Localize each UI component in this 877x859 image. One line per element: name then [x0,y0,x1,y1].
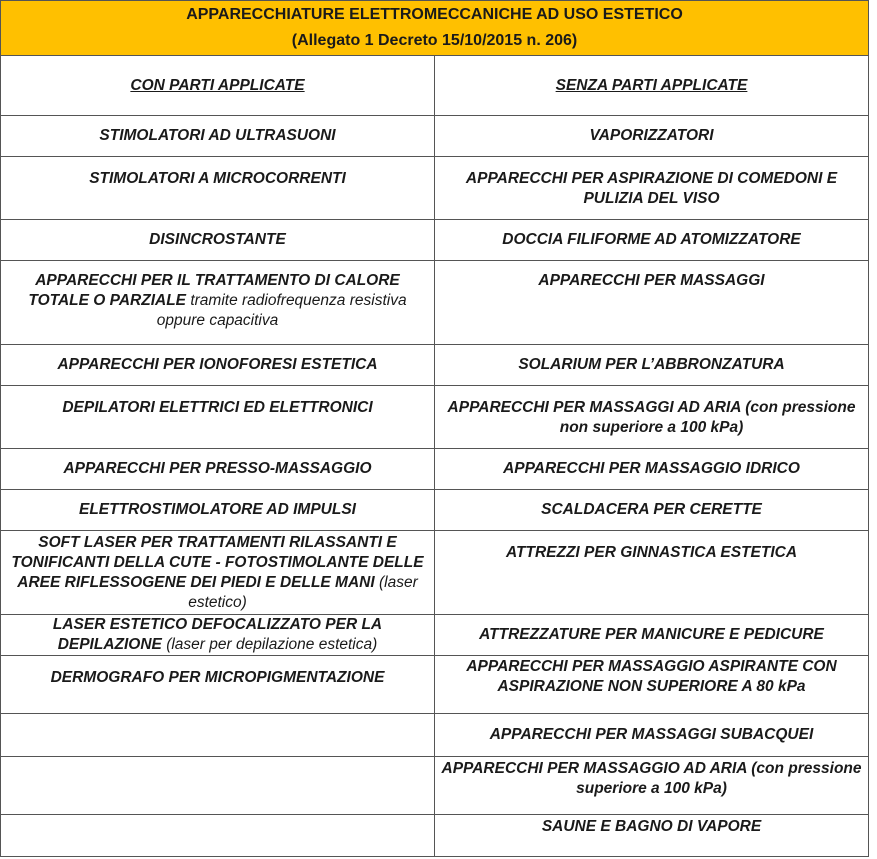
table-row [1,531,869,615]
table-row [1,386,869,449]
table-row [1,815,869,857]
cell-left: APPARECCHI PER PRESSO-MASSAGGIO [1,449,435,490]
cell-right: APPARECCHI PER MASSAGGIO ASPIRANTE CON ASPIRAZIONE NON SUPERIORE A 80 kPa [435,656,869,714]
table-row [1,157,869,220]
cell-right: APPARECCHI PER MASSAGGI [435,261,869,345]
cell-left: ELETTROSTIMOLATORE AD IMPULSI [1,490,435,531]
cell-left-main: APPARECCHI PER IL TRATTAMENTO DI CALORE TOTALE O PARZIALE [28,272,400,309]
cell-right [435,386,869,449]
cell-right: SOLARIUM PER L’ABBRONZATURA [435,345,869,386]
cell-right: SCALDACERA PER CERETTE [435,490,869,531]
column-header-right: SENZA PARTI APPLICATE [435,56,869,116]
cell-left [1,714,435,757]
column-header-left: CON PARTI APPLICATE [1,56,435,116]
table-row [1,656,869,714]
cell-right-note: (con pressione non superiore a 100 kPa) [559,399,856,436]
table-title: APPARECCHIATURE ELETTROMECCANICHE AD USO ESTETICO [186,6,683,23]
cell-right: DOCCIA FILIFORME AD ATOMIZZATORE [435,220,869,261]
header-row [1,1,869,56]
cell-left-note: (laser estetico) [188,574,418,611]
table-row [1,261,869,345]
table-header [1,1,869,56]
cell-right-main: APPARECCHI PER MASSAGGI AD ARIA [447,399,741,416]
table-row [1,615,869,656]
cell-right-main: APPARECCHI PER MASSAGGIO AD ARIA [441,760,747,777]
cell-left [1,615,435,656]
cell-left [1,815,435,857]
cell-right: ATTREZZI PER GINNASTICA ESTETICA [435,531,869,615]
cell-left [1,757,435,815]
cell-right-note: (con pressione superiore a 100 kPa) [576,760,862,797]
cell-right: APPARECCHI PER MASSAGGI SUBACQUEI [435,714,869,757]
table-row [1,116,869,157]
cell-left-note: tramite radiofrequenza resistiva oppure capacitiva [156,292,407,329]
cell-left: STIMOLATORI A MICROCORRENTI [1,157,435,220]
cell-left: STIMOLATORI AD ULTRASUONI [1,116,435,157]
cell-right [435,757,869,815]
table-row [1,220,869,261]
cell-left-main: LASER ESTETICO DEFOCALIZZATO PER LA DEPILAZIONE [52,616,383,653]
cell-right: APPARECCHI PER ASPIRAZIONE DI COMEDONI E PULIZIA DEL VISO [435,157,869,220]
table-row [1,490,869,531]
cell-right: VAPORIZZATORI [435,116,869,157]
cell-right: SAUNE E BAGNO DI VAPORE [435,815,869,857]
table-subtitle: (Allegato 1 Decreto 15/10/2015 n. 206) [291,32,578,49]
cell-left: APPARECCHI PER IONOFORESI ESTETICA [1,345,435,386]
column-header-row [1,56,869,116]
cell-left: DEPILATORI ELETTRICI ED ELETTRONICI [1,386,435,449]
table-row [1,345,869,386]
table-row [1,757,869,815]
cell-left-note: (laser per depilazione estetica) [166,636,378,653]
table-row [1,449,869,490]
cell-right: ATTREZZATURE PER MANICURE E PEDICURE [435,615,869,656]
cell-left [1,261,435,345]
cell-right: APPARECCHI PER MASSAGGIO IDRICO [435,449,869,490]
cell-left-main: SOFT LASER PER TRATTAMENTI RILASSANTI E TONIFICANTI DELLA CUTE - FOTOSTIMOLANTE DELLE AREE RIFLESSOGENE DEI PIEDI E DELLE MANI [11,534,424,591]
cell-left [1,531,435,615]
cell-left: DISINCROSTANTE [1,220,435,261]
table-row [1,714,869,757]
cell-left: DERMOGRAFO PER MICROPIGMENTAZIONE [1,656,435,714]
